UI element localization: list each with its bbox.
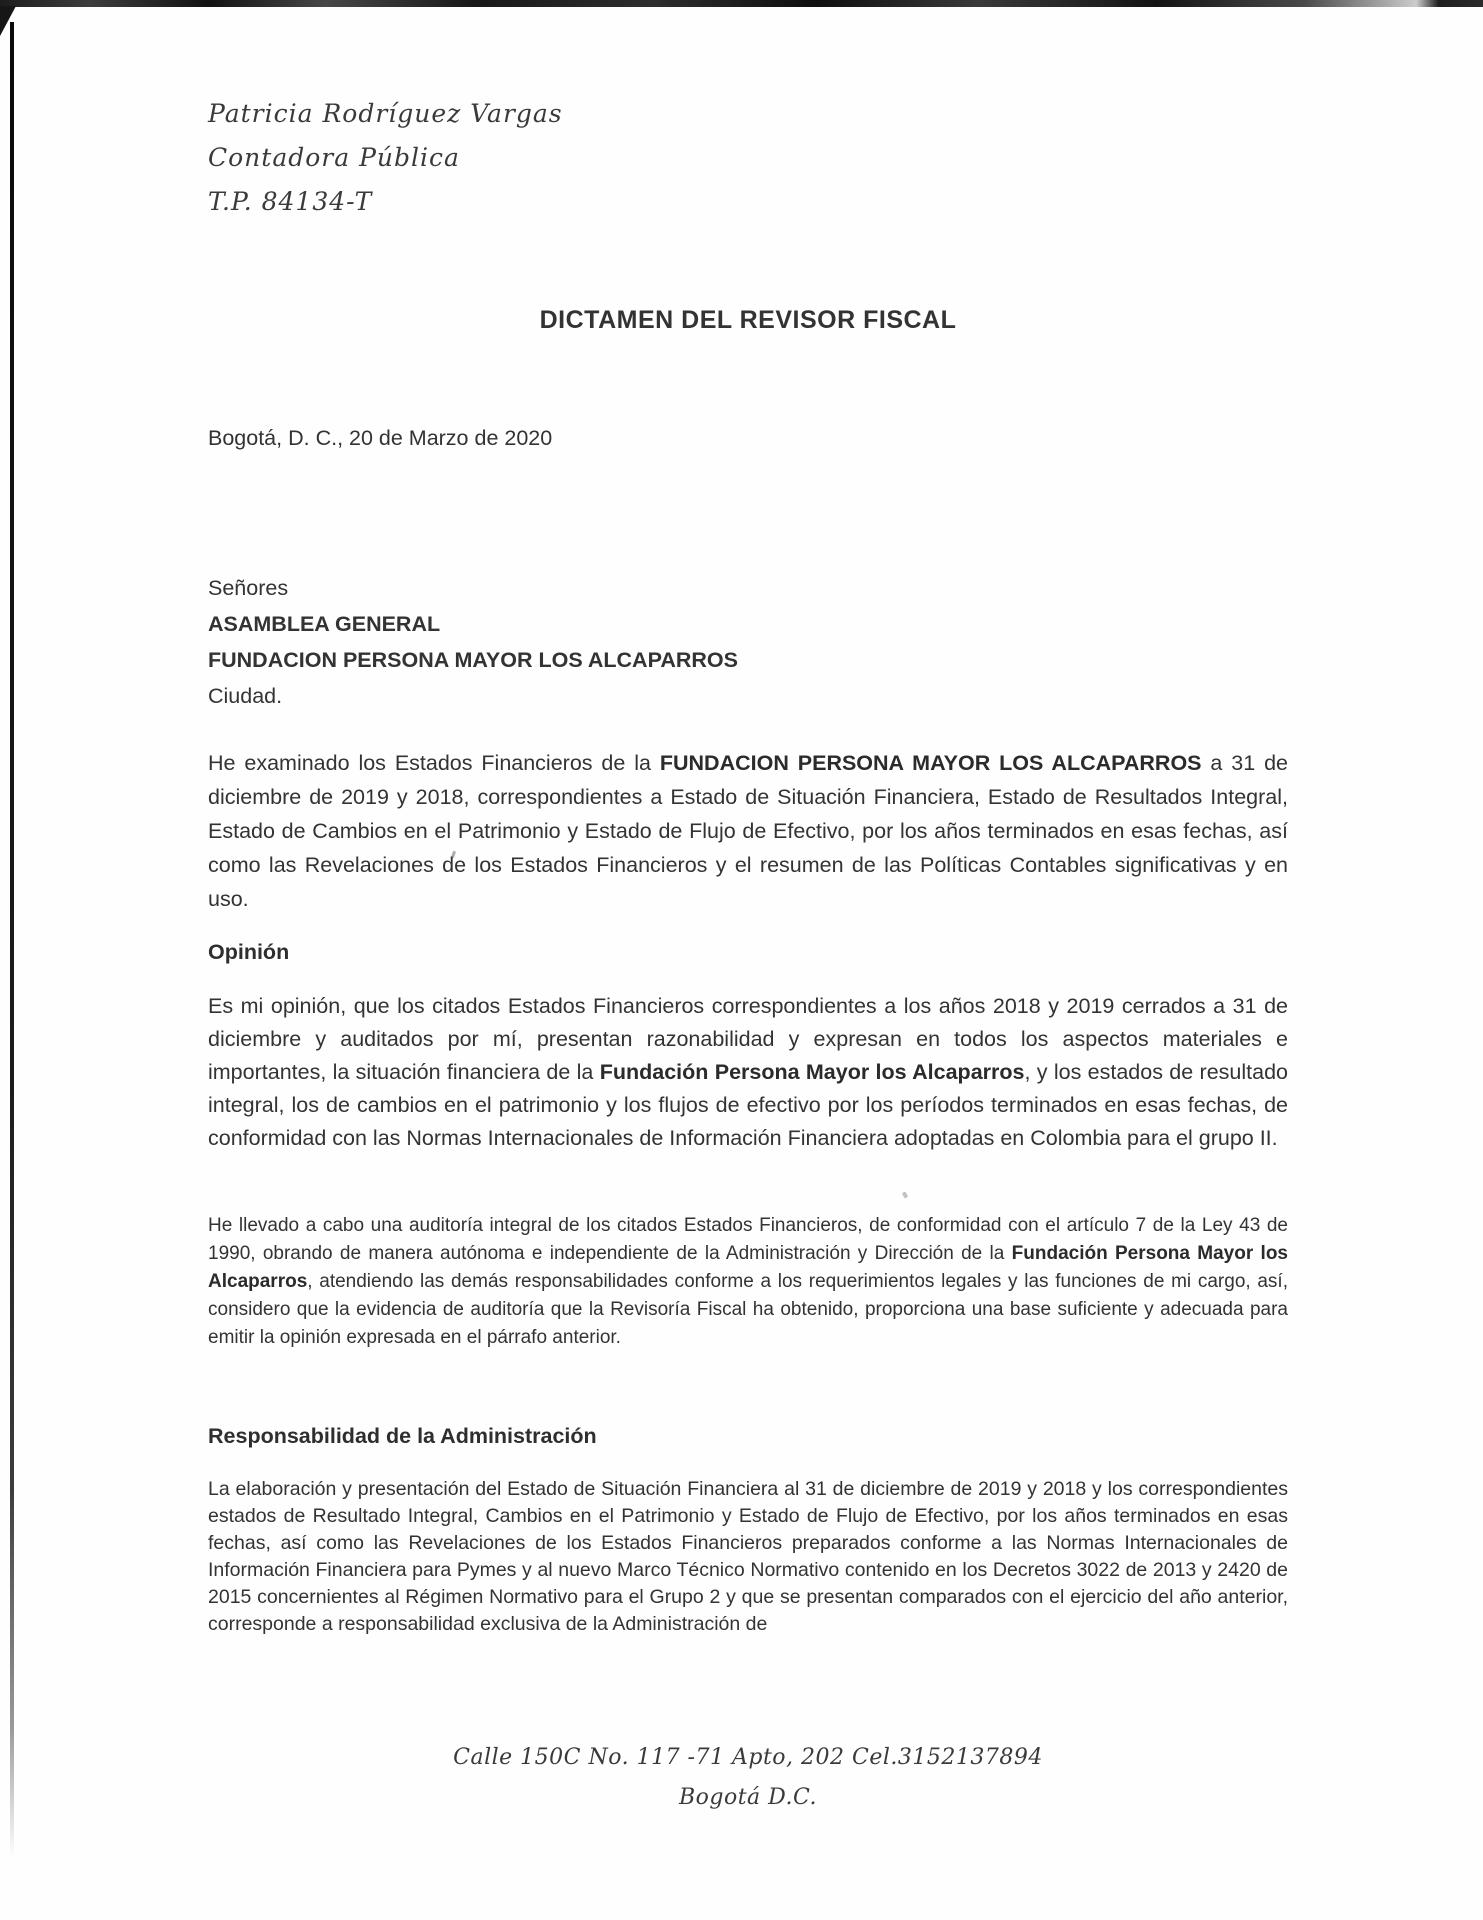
scan-edge-top [0, 0, 1483, 7]
footer-address: Calle 150C No. 117 -71 Apto, 202 Cel.3152137894 [453, 1745, 1043, 1770]
paragraph-intro: He examinado los Estados Financieros de la FUNDACION PERSONA MAYOR LOS ALCAPARROS a 31 de diciembre de 2019 y 2018, correspondientes a Estado de Situación Financiera, Estado de Resultados Integral, Estado de Cambios en el Patrimonio y Estado de Flujo de Efectivo, por los años terminados en esas fechas, así como las Revelaciones de los Estados Financieros y el resumen de las Políticas Contables significativas y en uso. [208, 751, 1288, 911]
letterhead-license-number: T.P. 84134-T [208, 187, 373, 216]
footer [208, 1738, 1288, 1818]
scan-edge-left-line [10, 22, 14, 1857]
letterhead [208, 92, 1288, 224]
paragraph-opinion: Es mi opinión, que los citados Estados Financieros correspondientes a los años 2018 y 2019 cerrados a 31 de diciembre y auditados por mí, presentan razonabilidad y expresan en todos los aspectos materiales e importantes, la situación financiera de la Fundación Persona Mayor los Alcaparros, y los estados de resultado integral, los de cambios en el patrimonio y los flujos de efectivo por los períodos terminados en esas fechas, de conformidad con las Normas Internacionales de Información Financiera adoptadas en Colombia para el grupo II. [208, 994, 1288, 1150]
opinion-heading: Opinión [208, 940, 290, 964]
footer-city: Bogotá D.C. [678, 1785, 818, 1810]
date-line: Bogotá, D. C., 20 de Marzo de 2020 [208, 426, 553, 450]
recipient-city: Ciudad. [208, 684, 283, 708]
recipient-organization: FUNDACION PERSONA MAYOR LOS ALCAPARROS [208, 648, 738, 672]
responsibility-heading: Responsabilidad de la Administración [208, 1424, 597, 1448]
letterhead-name: Patricia Rodríguez Vargas [208, 99, 563, 128]
recipient-salutation: Señores [208, 576, 289, 600]
recipient-block [208, 570, 1288, 714]
letterhead-profession: Contadora Pública [208, 143, 460, 172]
paragraph-audit-scope: He llevado a cabo una auditoría integral de los citados Estados Financieros, de conformidad con el artículo 7 de la Ley 43 de 1990, obrando de manera autónoma e independiente de la Administración y Dirección de la Fundación Persona Mayor los Alcaparros, atendiendo las demás responsabilidades conforme a los requerimientos legales y las funciones de mi cargo, así, considero que la evidencia de auditoría que la Revisoría Fiscal ha obtenido, proporciona una base suficiente y adecuada para emitir la opinión expresada en el párrafo anterior. [208, 1215, 1288, 1348]
paragraph-responsibility: La elaboración y presentación del Estado de Situación Financiera al 31 de diciembre de 2019 y 2018 y los correspondientes estados de Resultado Integral, Cambios en el Patrimonio y Estado de Flujo de Efectivo, por los años terminados en esas fechas, así como las Revelaciones de los Estados Financieros preparados conforme a las Normas Internacionales de Información Financiera para Pymes y al nuevo Marco Técnico Normativo contenido en los Decretos 3022 de 2013 y 2420 de 2015 concernientes al Régimen Normativo para el Grupo 2 y que se presentan comparados con el ejercicio del año anterior, corresponde a responsabilidad exclusiva de la Administración de [208, 1478, 1288, 1635]
scan-speck [902, 1191, 908, 1198]
recipient-assembly: ASAMBLEA GENERAL [208, 612, 441, 636]
document-title: DICTAMEN DEL REVISOR FISCAL [539, 306, 957, 334]
